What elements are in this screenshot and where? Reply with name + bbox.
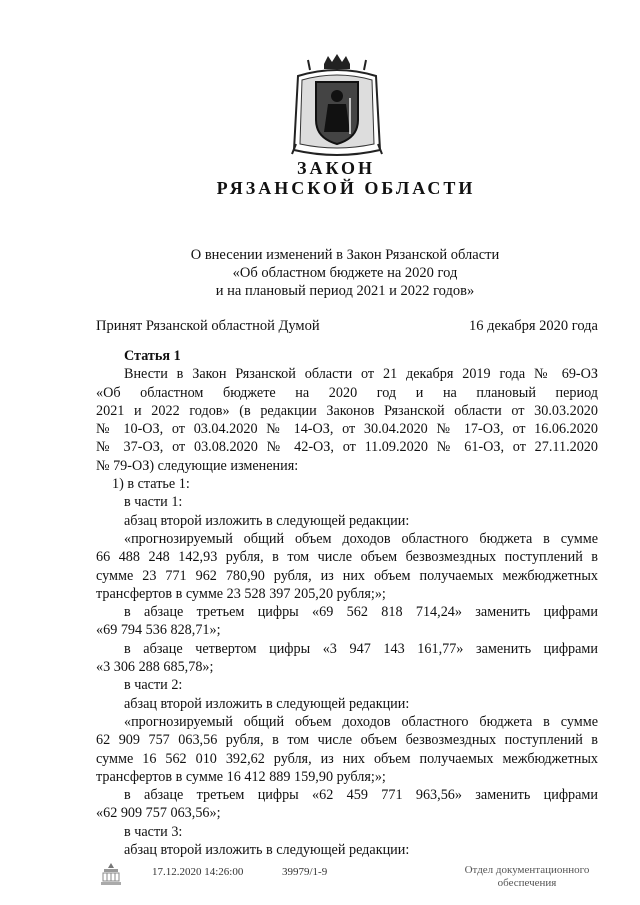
body-line: № 79-ОЗ) следующие изменения: (96, 457, 299, 474)
body-line: «прогнозируемый общий объем доходов областного бюджета в сумме (124, 713, 598, 730)
subject-line: и на плановый период 2021 и 2022 годов» (215, 283, 475, 299)
coat-of-arms-icon (288, 54, 386, 160)
body-line: «3 306 288 685,78»; (96, 659, 214, 676)
department-line: обеспечения (497, 877, 557, 889)
department-stamp (452, 864, 602, 890)
body-line: абзац второй изложить в следующей редакции: (124, 695, 410, 712)
law-title: ЗАКОН (296, 158, 376, 178)
body-line: 62 909 757 063,56 рубля, в том числе объем безвозмездных поступлений в (96, 732, 598, 749)
body-line: в части 2: (124, 677, 183, 694)
body-line: трансфертов в сумме 23 528 397 205,20 рубля;»; (96, 585, 386, 602)
body-line: сумме 16 562 010 392,62 рубля, из них объем получаемых межбюджетных (96, 750, 598, 767)
body-line: сумме 23 771 962 780,90 рубля, из них объем получаемых межбюджетных (96, 567, 598, 584)
body-line: абзац второй изложить в следующей редакции: (124, 512, 410, 529)
body-line: Внести в Закон Рязанской области от 21 декабря 2019 года № 69-ОЗ (124, 366, 598, 383)
law-body (96, 347, 598, 859)
department-line: Отдел документационного (464, 864, 590, 876)
body-line: «62 909 757 063,56»; (96, 805, 221, 822)
body-line: в части 1: (124, 494, 183, 511)
body-line: абзац второй изложить в следующей редакции: (124, 842, 410, 859)
building-stamp-icon (100, 862, 122, 888)
subject-line: О внесении изменений в Закон Рязанской области (190, 247, 500, 263)
body-line: трансфертов в сумме 16 412 889 159,90 рубля;»; (96, 768, 386, 785)
body-line: 1) в статье 1: (112, 476, 190, 493)
body-line: в абзаце четвертом цифры «3 947 143 161,77» заменить цифрами (124, 640, 598, 657)
body-line: «Об областном бюджете на 2020 год и на плановый период (96, 384, 598, 401)
body-line: «69 794 536 828,71»; (96, 622, 221, 639)
subject-line: «Об областном бюджете на 2020 год (232, 265, 458, 281)
law-subject (0, 246, 640, 300)
adopted-by: Принят Рязанской областной Думой (96, 318, 320, 334)
registration-timestamp: 17.12.2020 14:26:00 (152, 866, 244, 878)
body-line: № 37-ОЗ, от 03.08.2020 № 42-ОЗ, от 11.09.2020 № 61-ОЗ, от 27.11.2020 (96, 439, 598, 456)
body-line: «прогнозируемый общий объем доходов областного бюджета в сумме (124, 530, 598, 547)
article-title: Статья 1 (124, 348, 181, 364)
body-line: 66 488 248 142,93 рубля, в том числе объем безвозмездных поступлений в (96, 549, 598, 566)
body-line: в абзаце третьем цифры «69 562 818 714,24» заменить цифрами (124, 604, 598, 621)
body-line: 2021 и 2022 годов» (в редакции Законов Рязанской области от 30.03.2020 (96, 402, 598, 419)
body-line: в части 3: (124, 823, 183, 840)
body-line: № 10-ОЗ, от 03.04.2020 № 14-ОЗ, от 30.04.2020 № 17-ОЗ, от 16.06.2020 (96, 421, 598, 438)
body-line: в абзаце третьем цифры «62 459 771 963,56» заменить цифрами (124, 787, 598, 804)
adoption-date: 16 декабря 2020 года (469, 318, 598, 334)
law-region-title: РЯЗАНСКОЙ ОБЛАСТИ (216, 178, 476, 198)
registration-number: 39979/1-9 (282, 866, 328, 878)
